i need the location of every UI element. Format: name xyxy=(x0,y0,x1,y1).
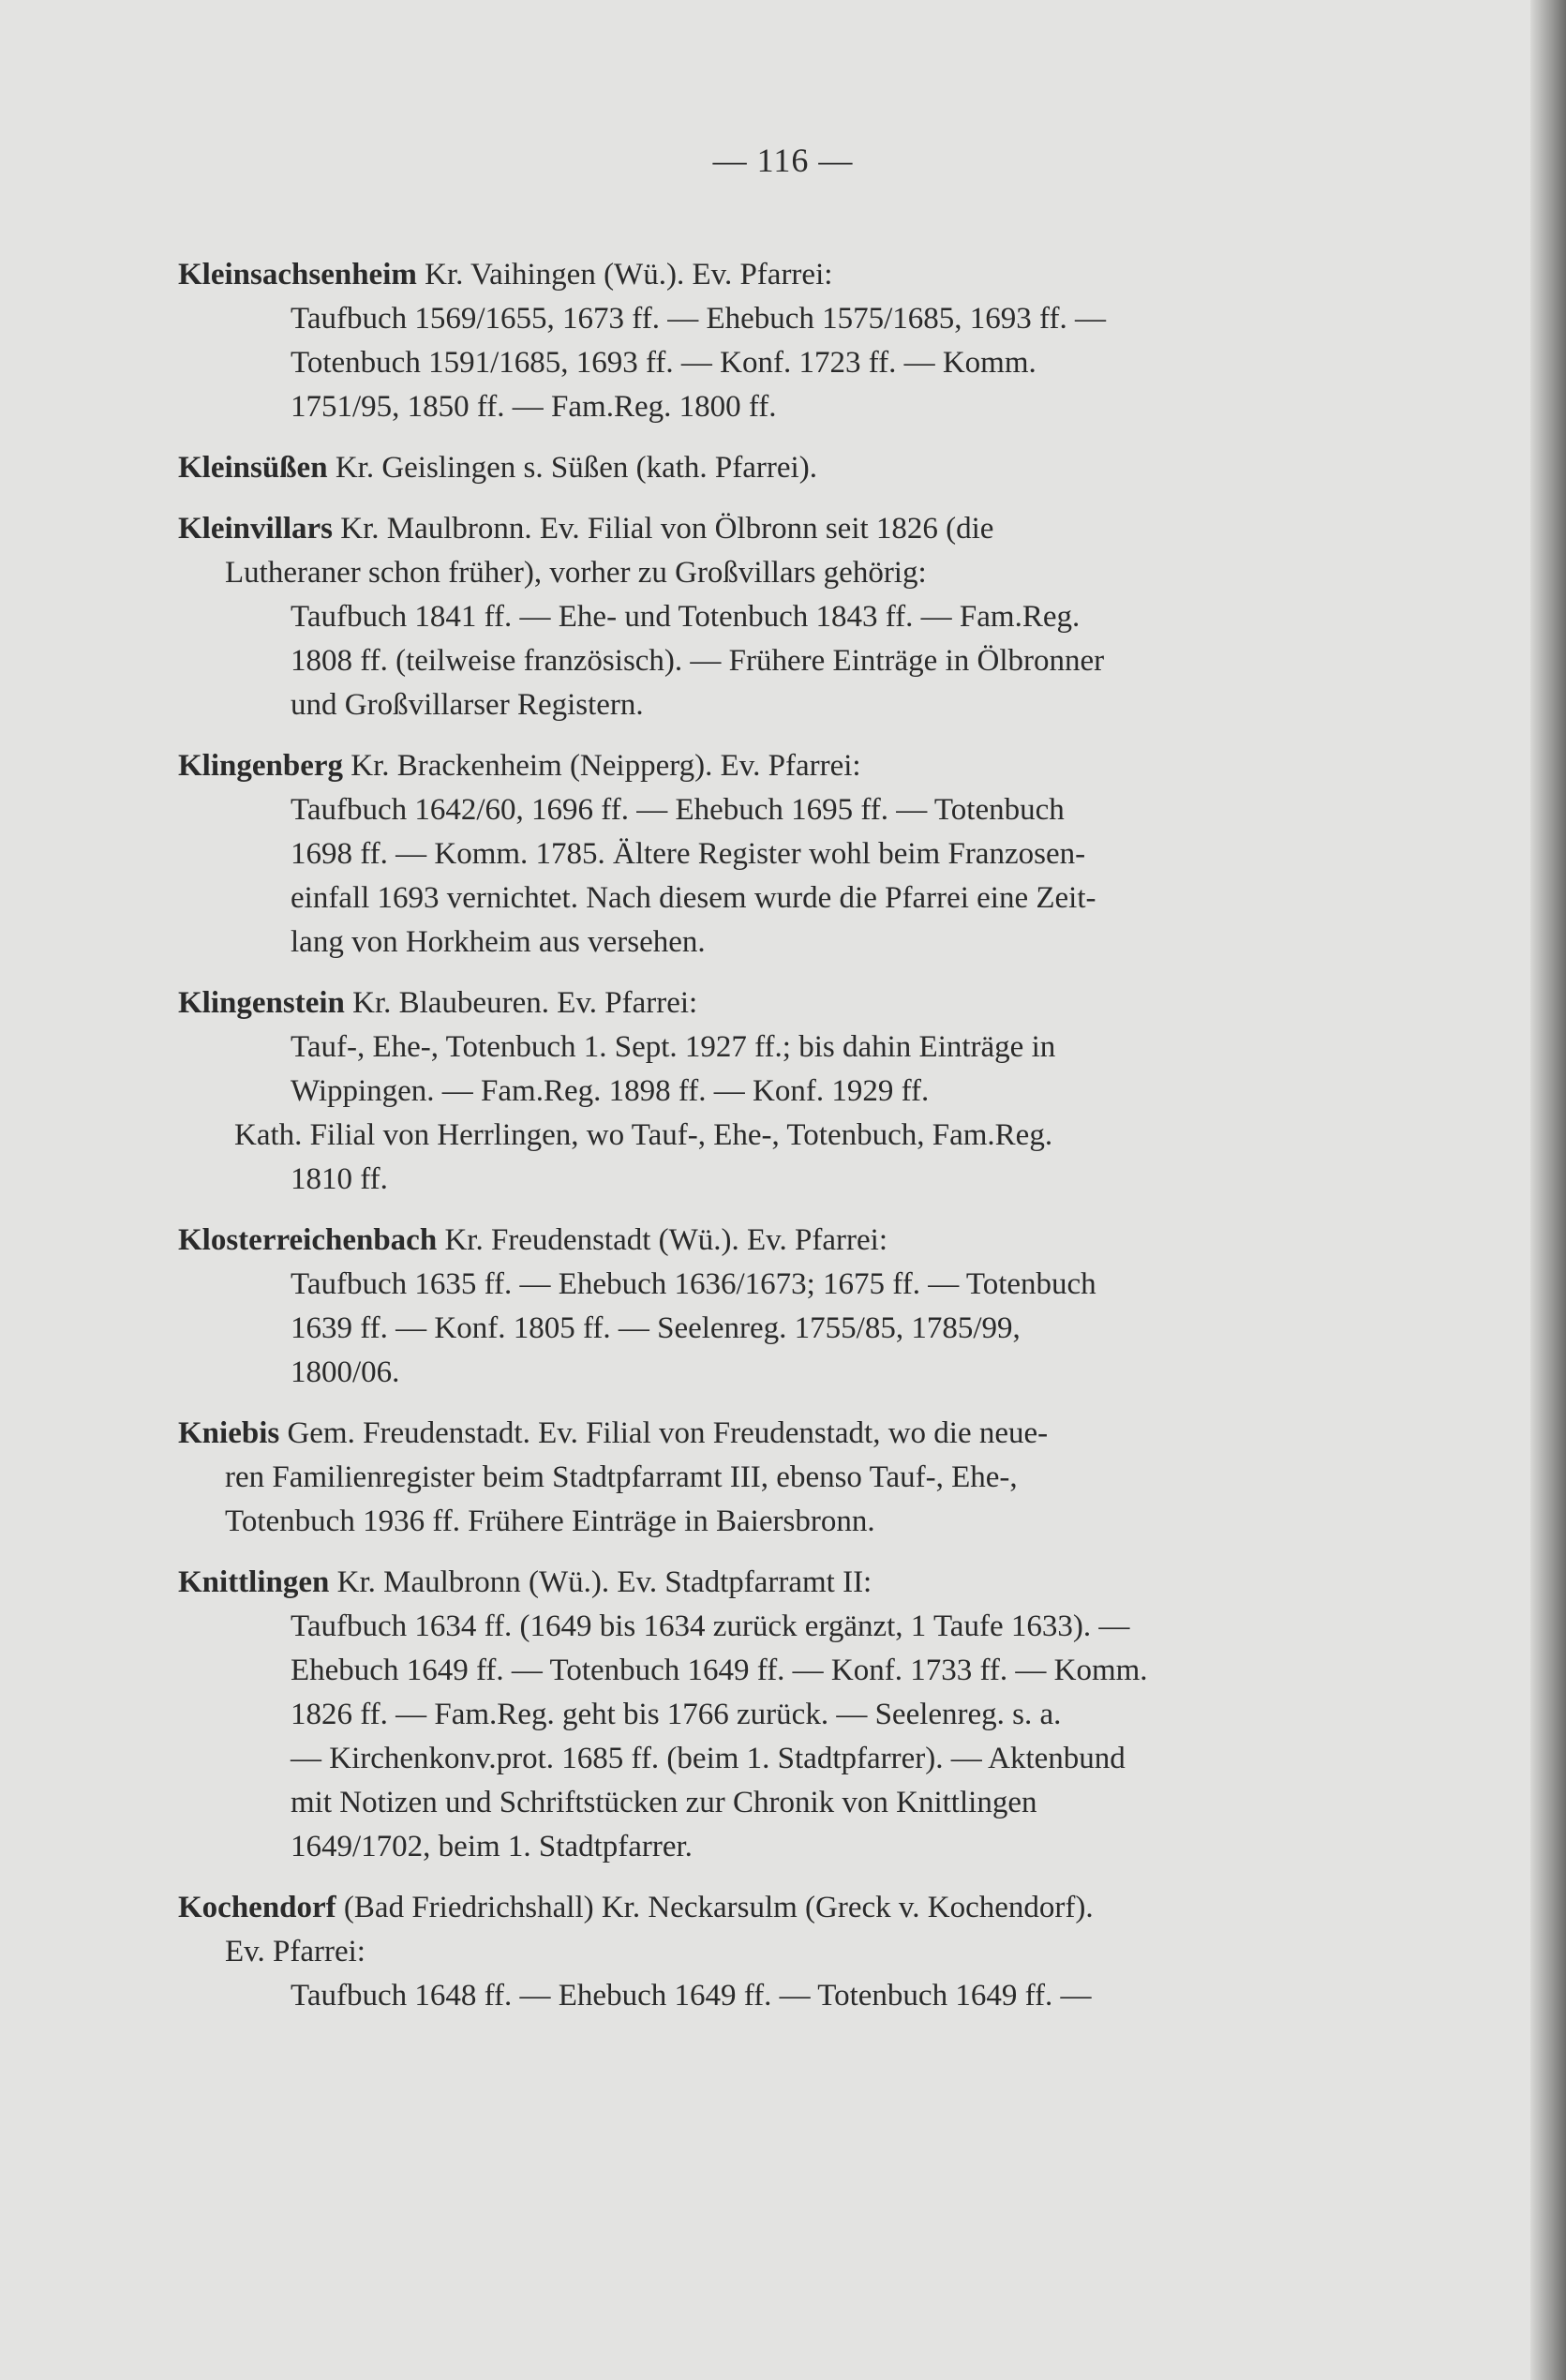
entry-text: und Großvillarser Registern. xyxy=(291,688,644,722)
entry-text: (Bad Friedrichshall) Kr. Neckarsulm (Greck v. Kochendorf). xyxy=(336,1891,1094,1924)
page-number: — 116 — xyxy=(712,142,854,179)
entry-line xyxy=(178,385,1424,429)
entry-line xyxy=(178,1263,1424,1307)
entry-line xyxy=(178,1886,1424,1930)
entry-klingenstein xyxy=(178,981,1424,1202)
entry-line xyxy=(178,921,1424,965)
entry-text: Kr. Freudenstadt (Wü.). Ev. Pfarrei: xyxy=(437,1223,887,1257)
entry-line xyxy=(178,1351,1424,1395)
entry-line xyxy=(178,446,1424,490)
entry-text: Totenbuch 1591/1685, 1693 ff. — Konf. 1723 ff. — Komm. xyxy=(291,346,1037,380)
entry-line xyxy=(178,1456,1424,1500)
page-edge-shadow xyxy=(1530,0,1566,2380)
entry-line xyxy=(178,297,1424,341)
entry-klingenberg xyxy=(178,744,1424,965)
entry-text: Kr. Blaubeuren. Ev. Pfarrei: xyxy=(344,986,698,1020)
entry-heading: Kochendorf xyxy=(178,1891,336,1924)
entry-text: Tauf-, Ehe-, Totenbuch 1. Sept. 1927 ff.; bis dahin Einträge in xyxy=(291,1030,1056,1064)
entry-text: 1698 ff. — Komm. 1785. Ältere Register wohl beim Franzosen- xyxy=(291,837,1086,871)
entry-line xyxy=(178,1158,1424,1202)
entry-text: Kr. Maulbronn. Ev. Filial von Ölbronn seit 1826 (die xyxy=(333,512,994,546)
entry-text: Kr. Geislingen s. Süßen (kath. Pfarrei). xyxy=(327,451,817,485)
entry-line xyxy=(178,1561,1424,1605)
entry-text: 1800/06. xyxy=(291,1355,400,1389)
entry-line xyxy=(178,507,1424,551)
entry-line xyxy=(178,1974,1424,2018)
entry-heading: Kleinvillars xyxy=(178,512,333,546)
entry-text: Ev. Pfarrei: xyxy=(225,1935,365,1968)
entry-text: Kr. Maulbronn (Wü.). Ev. Stadtpfarramt II: xyxy=(329,1565,872,1599)
entry-text: 1649/1702, beim 1. Stadtpfarrer. xyxy=(291,1830,693,1864)
entry-line xyxy=(178,1737,1424,1781)
entry-heading: Klingenberg xyxy=(178,749,344,783)
entry-line xyxy=(178,1025,1424,1070)
entry-text: 1639 ff. — Konf. 1805 ff. — Seelenreg. 1755/85, 1785/99, xyxy=(291,1311,1021,1345)
entry-kochendorf xyxy=(178,1886,1424,2018)
entry-line xyxy=(178,1500,1424,1544)
entry-text: 1808 ff. (teilweise französisch). — Frühere Einträge in Ölbronner xyxy=(291,644,1105,678)
entry-line xyxy=(178,1114,1424,1158)
entry-line xyxy=(178,1070,1424,1114)
entry-klosterreichenbach xyxy=(178,1219,1424,1395)
entry-text: Lutheraner schon früher), vorher zu Großvillars gehörig: xyxy=(225,556,927,590)
entry-text: — Kirchenkonv.prot. 1685 ff. (beim 1. Stadtpfarrer). — Aktenbund xyxy=(291,1742,1126,1775)
entry-heading: Knittlingen xyxy=(178,1565,330,1599)
entry-text: Taufbuch 1634 ff. (1649 bis 1634 zurück ergänzt, 1 Taufe 1633). — xyxy=(291,1609,1130,1643)
entry-text: Kr. Brackenheim (Neipperg). Ev. Pfarrei: xyxy=(343,749,861,783)
entry-heading: Klosterreichenbach xyxy=(178,1223,438,1257)
entry-line xyxy=(178,1781,1424,1825)
entry-line xyxy=(178,876,1424,921)
entry-text: mit Notizen und Schriftstücken zur Chronik von Knittlingen xyxy=(291,1786,1037,1819)
entry-text: Gem. Freudenstadt. Ev. Filial von Freudenstadt, wo die neue- xyxy=(279,1416,1049,1450)
entry-kleinsachsenheim xyxy=(178,253,1424,429)
entry-text: Taufbuch 1648 ff. — Ehebuch 1649 ff. — Totenbuch 1649 ff. — xyxy=(291,1979,1092,2013)
entry-line xyxy=(178,683,1424,727)
entry-text: 1826 ff. — Fam.Reg. geht bis 1766 zurück. — Seelenreg. s. a. xyxy=(291,1698,1062,1731)
entry-kleinvillars xyxy=(178,507,1424,727)
entry-text: Taufbuch 1635 ff. — Ehebuch 1636/1673; 1675 ff. — Totenbuch xyxy=(291,1267,1096,1301)
entry-heading: Klingenstein xyxy=(178,986,345,1020)
entry-text: Kr. Vaihingen (Wü.). Ev. Pfarrei: xyxy=(416,258,833,292)
entry-line xyxy=(178,1649,1424,1693)
entry-kniebis xyxy=(178,1412,1424,1544)
entry-text: Wippingen. — Fam.Reg. 1898 ff. — Konf. 1929 ff. xyxy=(291,1074,930,1108)
entry-text: Taufbuch 1569/1655, 1673 ff. — Ehebuch 1575/1685, 1693 ff. — xyxy=(291,302,1106,336)
entry-text: Ehebuch 1649 ff. — Totenbuch 1649 ff. — Konf. 1733 ff. — Komm. xyxy=(291,1654,1148,1687)
entry-text: 1810 ff. xyxy=(291,1162,388,1196)
entry-line xyxy=(178,595,1424,639)
entry-text: ren Familienregister beim Stadtpfarramt III, ebenso Tauf-, Ehe-, xyxy=(225,1460,1018,1494)
entry-line xyxy=(178,341,1424,385)
entry-knittlingen xyxy=(178,1561,1424,1869)
register-entries xyxy=(178,253,1424,2035)
entry-line xyxy=(178,551,1424,595)
entry-text: Kath. Filial von Herrlingen, wo Tauf-, Ehe-, Totenbuch, Fam.Reg. xyxy=(234,1118,1053,1152)
entry-line xyxy=(178,639,1424,683)
entry-line xyxy=(178,1825,1424,1869)
entry-heading: Kleinsachsenheim xyxy=(178,258,417,292)
entry-text: einfall 1693 vernichtet. Nach diesem wurde die Pfarrei eine Zeit- xyxy=(291,881,1096,915)
entry-line xyxy=(178,1307,1424,1351)
entry-line xyxy=(178,1219,1424,1263)
entry-kleinsuessen xyxy=(178,446,1424,490)
entry-text: Totenbuch 1936 ff. Frühere Einträge in Baiersbronn. xyxy=(225,1504,875,1538)
entry-line xyxy=(178,981,1424,1025)
entry-text: 1751/95, 1850 ff. — Fam.Reg. 1800 ff. xyxy=(291,390,777,424)
entry-line xyxy=(178,744,1424,788)
entry-heading: Kniebis xyxy=(178,1416,280,1450)
entry-line xyxy=(178,788,1424,832)
entry-text: Taufbuch 1642/60, 1696 ff. — Ehebuch 1695 ff. — Totenbuch xyxy=(291,793,1065,827)
entry-line xyxy=(178,1605,1424,1649)
entry-line xyxy=(178,832,1424,876)
entry-heading: Kleinsüßen xyxy=(178,451,328,485)
entry-text: Taufbuch 1841 ff. — Ehe- und Totenbuch 1843 ff. — Fam.Reg. xyxy=(291,600,1081,634)
entry-line xyxy=(178,1930,1424,1974)
entry-text: lang von Horkheim aus versehen. xyxy=(291,925,706,959)
entry-line xyxy=(178,1693,1424,1737)
entry-line xyxy=(178,253,1424,297)
entry-line xyxy=(178,1412,1424,1456)
